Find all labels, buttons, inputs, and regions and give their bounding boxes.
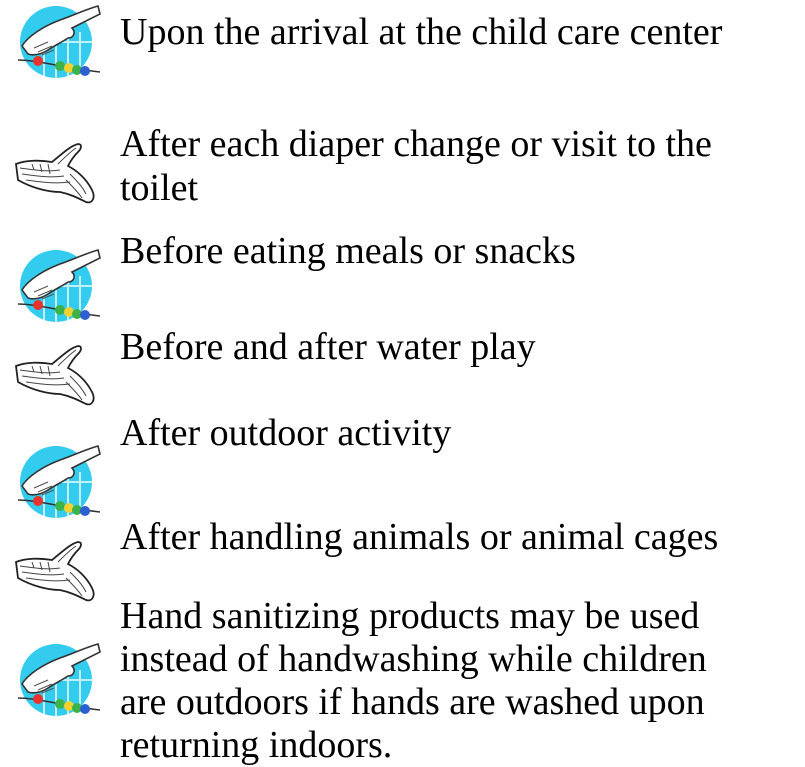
bullet-text: After each diaper change or visit to the: [120, 123, 712, 165]
open-hand-icon: [12, 336, 102, 412]
bullet-text: Before eating meals or snacks: [120, 230, 576, 272]
bullet-text: instead of handwashing while children: [120, 638, 707, 680]
bullet-text: toilet: [120, 167, 199, 209]
bullet-text: After handling animals or animal cages: [120, 516, 719, 558]
bullet-text: are outdoors if hands are washed upon: [120, 681, 705, 723]
open-hand-icon: [12, 532, 102, 608]
hand-with-bead-toy-icon: [14, 246, 104, 322]
bullet-text: After outdoor activity: [120, 412, 452, 454]
bullet-text: Upon the arrival at the child care center: [120, 11, 723, 53]
hand-with-bead-toy-icon: [14, 640, 104, 716]
hand-with-bead-toy-icon: [14, 442, 104, 518]
open-hand-icon: [12, 134, 102, 210]
hand-with-bead-toy-icon: [14, 2, 104, 78]
bullet-text: Hand sanitizing products may be used: [120, 595, 700, 637]
bullet-text: Before and after water play: [120, 326, 536, 368]
bullet-text: returning indoors.: [120, 724, 393, 766]
